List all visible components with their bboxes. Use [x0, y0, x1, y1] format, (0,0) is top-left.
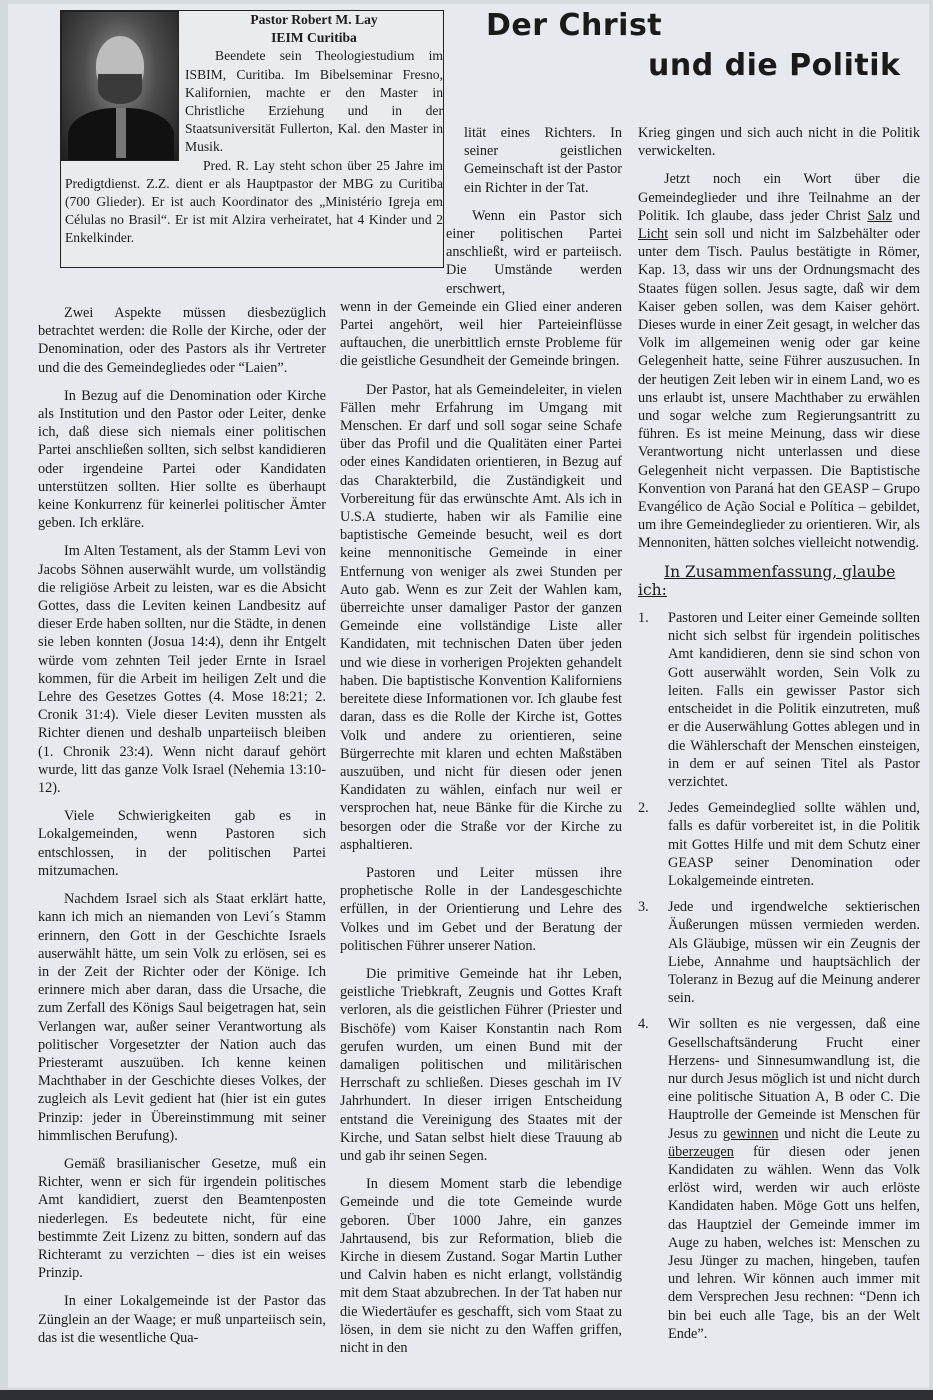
body-paragraph: In diesem Moment starb die lebendige Gemeinde und die tote Gemeinde wurde geboren. Über 1000 Jahre, ein ganzes Jahrtausend, bis zur Reformation, blieb die Kirche in diesem Zustand. Sogar Martin Luther und Calvin haben es nicht erlangt, vollständig mit dem Staat abzubrechen. In der Tat haben nur die Wiedertäufer es geschafft, sich vom Staat zu lösen, in dem sie nicht zu den Waffen griffen, nicht in den: [340, 1176, 622, 1356]
column-right: [638, 124, 920, 1351]
gewinnen-word: gewinnen: [722, 1125, 779, 1142]
salz-word: Salz: [867, 207, 892, 224]
list-item: 3. Jede und irgendwelche sektierischen Äußerungen müssen vermieden werden. Als Gläubige, müssen wir ein Zeugnis der Liebe, Annahme und hauptsächlich der Toleranz in Bezug auf die Meinung anderer sein.: [638, 899, 920, 1007]
body-paragraph: Pastoren und Leiter müssen ihre prophetische Rolle in der Landesgeschichte erfüllen, in der Orientierung und Lehre des Volkes und im Gebet und der Beratung der politischen Führer unserer Nation.: [340, 864, 622, 954]
author-organization: IEIM Curitiba: [271, 30, 357, 46]
body-paragraph: In einer Lokalgemeinde ist der Pastor das Zünglein an der Waage; er muß unparteiisch sein, das ist die wesentliche Qua-: [38, 1293, 326, 1346]
summary-heading: In Zusammenfassung, glaube ich:: [638, 562, 896, 599]
author-name: Pastor Robert M. Lay: [250, 12, 378, 27]
body-paragraph-continued: lität eines Richters. In seiner geistlichen Gemeinschaft ist der Pastor ein Richter in der Tat.: [464, 125, 622, 196]
ueberzeugen-word: überzeugen: [668, 1143, 734, 1160]
summary-list: [638, 609, 920, 1343]
body-paragraph: In Bezug auf die Denomination oder Kirche als Institution und den Pastor oder Leiter, denke ich, daß diese sich niemals einer politischen Partei anschließen sollten, sich selbst kandidieren oder irgendeine Partei oder Kandidaten unterstützen sollten. Hier sollte es überhaupt keine Konkurrenz für keinerlei politischer Ämter geben. Ich erkläre.: [38, 387, 326, 532]
list-item: 2. Jedes Gemeindeglied sollte wählen und, falls es dafür vorbereitet ist, in die Politik mit Gottes Hilfe und mit dem Schutz einer GEASP seiner Denomination oder Lokalgemeinde eintreten.: [638, 800, 920, 889]
bio-paragraph: Beendete sein Theologiestudium im ISBIM, Curitiba. Im Bibelseminar Fresno, Kalifornien, machte er den Master in Christliche Erziehung und in der Staatsuniversität Fullerton, Kal. den Master in Musik.: [185, 48, 443, 155]
body-paragraph: Viele Schwierigkeiten gab es in Lokalgemeinden, wenn Pastoren sich entschlossen, in der politischen Partei mitzumachen.: [38, 808, 326, 879]
body-paragraph: Im Alten Testament, als der Stamm Levi von Jacobs Söhnen auserwählt wurde, um vollständig die religiöse Arbeit zu leisten, war es die Absicht Gottes, dass die Leviten keinen Landbesitz auf dieser Erde haben sollten, nur die Städte, in denen sie leben konnten (Josua 14:4), denn ihr Entgelt würde vom zehnten Teil jeder Ernte in Israel kommen, für die Arbeit im heiligen Zelt und die Lehre des Gesetzes Gottes (4. Mose 18:21; 2. Cronik 31:4). Viele dieser Leviten mussten als Richter dienen und deshalb unparteiisch bleiben (1. Chronik 23:4). Wenn nicht darauf gehört wurde, litt das ganze Volk Israel (Nehemia 13:10-12).: [38, 543, 326, 797]
bio-paragraph: Pred. R. Lay steht schon über 25 Jahre im Predigtdienst. Z.Z. dient er als Hauptpastor der MBG zu Curitiba (700 Glieder). Er ist auch Koordinator des „Ministério Igreja em Células no Brasil“. Er ist mit Alzira verheiratet, hat 4 Kinder und 2 Enkelkinder.: [65, 157, 443, 246]
bottom-edge-strip: [0, 1390, 933, 1400]
body-paragraph: Die primitive Gemeinde hat ihr Leben, geistliche Triebkraft, Zeugnis und Gottes Kraft verloren, als die geistlichen Führer (Priester und Bischöfe) vom Kaiser Konstantin nach Rom gerufen wurden, um einen Bund mit der damaligen politischen und militärischen Herrschaft zu schließen. Dieses geschah im IV Jahrhundert. In dieser irrigen Entscheidung entstand die Vereinigung des Staates mit der Kirche, und Satan selbst hielt diese Trauung ab und gab ihr seinen Segen.: [340, 965, 622, 1164]
body-paragraph: Nachdem Israel sich als Staat erklärt hatte, kann ich mich an niemanden von Levi´s Stamm erinnern, den Gott in der Geschichte Israels auserwählt hätte, um sein Volk zu erlösen, sei es in der Zeit der Richter oder der Könige. Ich erinnere mich aber daran, dass die Ursache, die zum Zerfall des Königs Saul beigetragen hat, sein Verlangen war, außer seiner Verantwortung als politischer Vorgesetzter der Nation auch das Priesteramt auszuüben. Ich kenne keinen Machthaber in der Geschichte dieses Volkes, der zugleich als Levit gedient hat (hier ist ein gutes Prinzip: jeder in Übereinstimmung mit seiner himmlischen Berufung).: [38, 891, 326, 1144]
article-title-line2: und die Politik: [648, 48, 901, 83]
magazine-page: [8, 4, 929, 1388]
body-paragraph-continued: wenn in der Gemeinde ein Glied einer anderen Partei angehört, weil hier Parteieinflüsse auftauchen, die unerbittlich ernste Probleme für die geistliche Gesundheit der Gemeinde bringen.: [340, 298, 622, 370]
list-item: 4. Wir sollten es nie vergessen, daß eine Gesellschaftsänderung Frucht einer Herzens- und Sinnesumwandlung ist, die nur durch Jesus möglich ist und nicht durch eine politische Situation A, B oder C. Die Hauptrolle der Gemeinde ist Menschen für Jesus zu gewinnen und nicht die Leute zu überzeugen für diesen oder jenen Kandidaten zu wählen. Wenn das Volk erlöst wird, werden wir auch erlöste Kandidaten haben. Möge Gott uns helfen, das Hauptziel der Gemeinde immer im Auge zu haben, welches ist: Menschen zu Jesu Jünger zu machen, hingeben, taufen und lehren. Wir können auch immer mit dem Versprechen Jesu rechnen: “Denn ich bin bei euch alle Tage, bis an der Welt Ende”.: [638, 1016, 921, 1342]
body-paragraph: Gemäß brasilianischer Gesetze, muß ein Richter, wenn er sich für irgendein politisches Amt kandidiert, zuerst den Beamtenposten niederlegen. Es bedeutete nicht, für eine bestimmte Zeit Lizenz zu bitten, sondern auf das Richteramt zu verzichten – dies ist ein weises Prinzip.: [38, 1155, 326, 1282]
article-title-line1: Der Christ: [486, 8, 663, 43]
column-left: [38, 304, 326, 1357]
licht-word: Licht: [638, 226, 669, 243]
body-paragraph: Zwei Aspekte müssen diesbezüglich betrachtet werden: die Rolle der Kirche, oder der Denomination, oder des Pastors als ihr Vertreter und die des Gemeindegliedes oder “Laien”.: [38, 305, 326, 376]
list-item: 1. Pastoren und Leiter einer Gemeinde sollten nicht sich selbst für irgendein politisches Amt kandidieren, denn sie sind schon von Gott auserwählt worden, Sein Volk zu leiten. Falls ein gewisser Pastor sich entscheidet in die Politik einzutreten, muß er die Auserwählung Gottes ablegen und in die Wählerschaft der Menschen einsteigen, in dem er auf seinen Titel als Pastor verzichtet.: [638, 610, 920, 790]
author-portrait-photo: [61, 11, 179, 161]
body-paragraph-continued: Krieg gingen und sich auch nicht in die Politik verwickelten.: [638, 125, 920, 160]
body-paragraph: Der Pastor, hat als Gemeindeleiter, in vielen Fällen mehr Erfahrung im Umgang mit Menschen. Er darf und soll sogar seine Schafe über das Profil und die Qualitäten einer Partei oder eines Kandidaten orientieren, in Bezug auf das Charakterbild, die Zuständigkeit und Vorbereitung für das erwünschte Amt. Als ich in U.S.A studierte, haben wir als Familie eine baptistische Gemeinde besucht, weil es dort keine mennonitische Gemeinde in einer Entfernung von weniger als zwei Stunden per Auto gab. Wenn es zur Zeit der Wahlen kam, überreichte unser damaliger Pastor der ganzen Gemeinde eine vollständige Liste aller Kandidaten, mit technischen Daten über jeden und wie diese in vorherigen Projekten gehandelt haben. Die baptistische Konvention Kaliforniens bereitete diese Informationen vor. Ich glaube fest daran, dass es die Rolle der Kirche ist, Gottes Volk und andere zu orientieren, seine Bürgerrechte mit klaren und echten Maßstäben auszuüben, und nicht für diesen oder jenen Kandidaten zu wählen, einfach nur weil er versprochen hat, neue Bänke für die Kirche zu besorgen oder die Straße vor der Kirche zu asphaltieren.: [340, 381, 622, 853]
column-middle: [340, 124, 622, 1367]
body-paragraph: Wenn ein Pastor sich einer politischen Partei anschließt, wird er parteiisch. Die Umstände werden erschwert,: [446, 207, 622, 297]
body-paragraph: Jetzt noch ein Wort über die Gemeindeglieder und ihre Teilnahme an der Politik. Ich glaube, dass jeder Christ Salz und Licht sein soll und nicht im Salzbehälter oder unter dem Tisch. Paulus bestätigte in Römer, Kap. 13, dass wir uns der Ordnungsmacht des Staates fügen sollen. Jesus sagte, daß wir dem Kaiser geben sollen, was dem Kaiser gehört. Dieses wurde in einer Zeit gesagt, in welcher das Volk im allgemeinen wenig oder gar keine Gelegenheit hatte, seine Führer auszusuchen. In der heutigen Zeit leben wir in einem Land, wo es uns erlaubt ist, unsere Machthaber zu erwählen und sogar welche zum Regierungsantritt zu führen. Es ist meine Meinung, dass wir diese Verantwortung nicht unterlassen und diese Gelegenheit nicht verpassen. Die Baptistische Konvention von Paraná hat den GEASP – Grupo Evangélico de Ação Social e Política – gebildet, um ihre Gemeindeglieder zu orientieren. Wir, als Mennoniten, hätten solches vielleicht notwendig.: [638, 171, 921, 552]
